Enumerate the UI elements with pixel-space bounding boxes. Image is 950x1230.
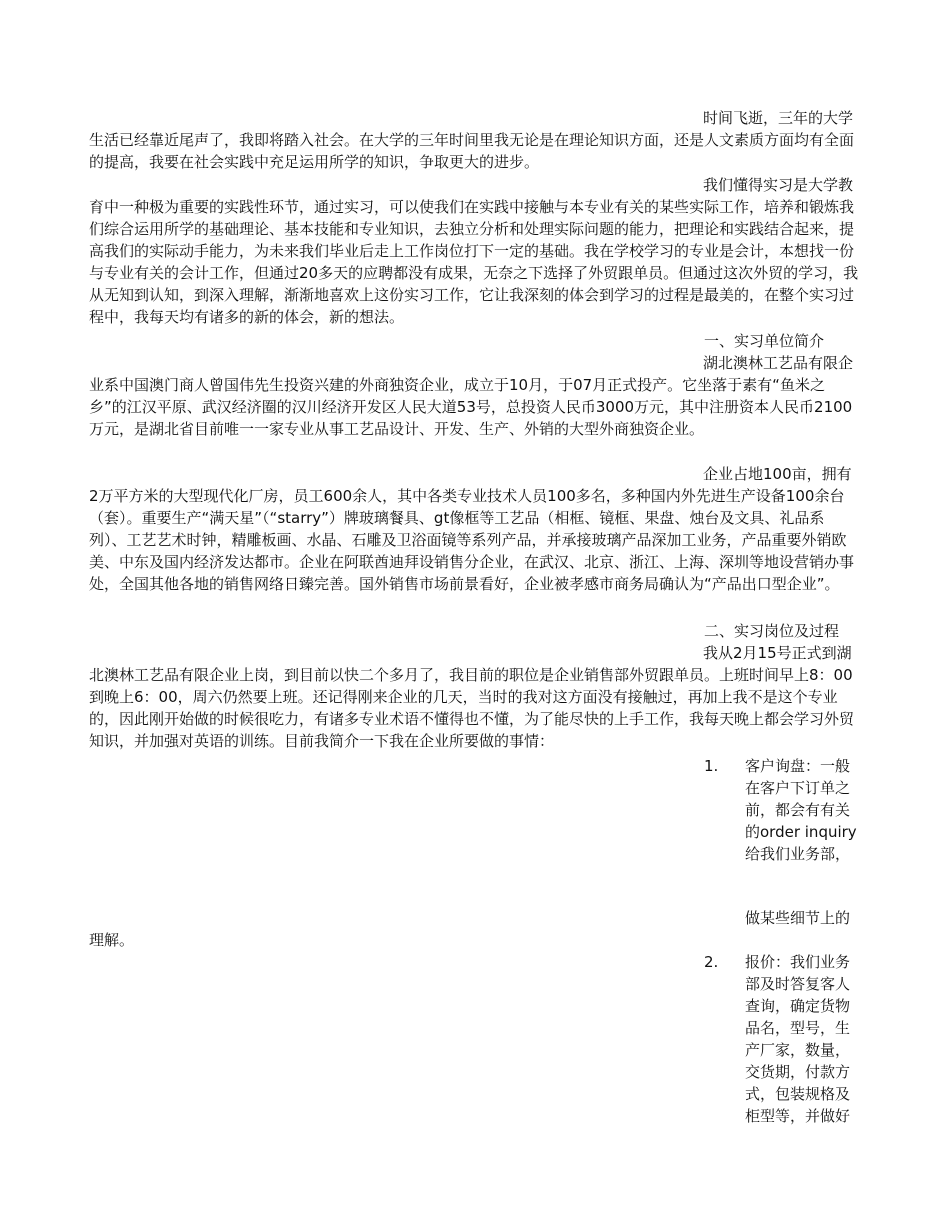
paragraph-position-details: 我从2月15号正式到湖北澳林工艺品有限企业上岗，到目前以快二个多月了，我目前的职位是企业销售部外贸跟单员。上班时间早上8：00到晚上6：00，周六仍然要上班。还记得刚来企业的几天，当时的我对这方面没有接触过，再加上我不是这个专业的，因此刚开始做的时候很吃力，有诸多专业术语不懂得也不懂，为了能尽快的上手工作，我每天晚上都会学习外贸知识，并加强对英语的训练。目前我简介一下我在企业所要做的事情：: [89, 644, 855, 750]
paragraph-company-facilities: 企业占地100亩，拥有2万平方米的大型现代化厂房，员工600余人，其中各类专业技术人员100多名，多种国内外先进生产设备100余台（套）。重要生产“满天星”（“starry”）牌玻璃餐具、gt像框等工艺品（相框、镜框、果盘、烛台及文具、礼品系列）、工艺艺术时钟，精雕板画、水晶、石雕及卫浴面镜等系列产品，并承接玻璃产品深加工业务，产品重要外销欧美、中东及国内经济发达都市。企业在阿联酋迪拜设销售分企业，在武汉、北京、浙江、上海、深圳等地设营销办事处，全国其他各地的销售网络日臻完善。国外销售市场前景看好，企业被孝感市商务局确认为“产品出口型企业”。: [89, 465, 855, 593]
heading-company-intro: 一、实习单位简介: [704, 332, 825, 350]
heading-position-process: 二、实习岗位及过程: [704, 622, 840, 640]
list-number: 2.: [704, 953, 719, 971]
paragraph-internship-purpose: 我们懂得实习是大学教育中一种极为重要的实践性环节，通过实习，可以使我们在实践中接触与本专业有关的某些实际工作，培养和锻炼我们综合运用所学的基础理论、基本技能和专业知识，去独立分析和处理实际问题的能力，把理论和实践结合起来，提高我们的实际动手能力，为未来我们毕业后走上工作岗位打下一定的基础。我在学校学习的专业是会计，本想找一份与专业有关的会计工作，但通过20多天的应聘都没有成果，无奈之下选择了外贸跟单员。但通过这次外贸的学习，我从无知到认知，到深入理解，渐渐地喜欢上这份实习工作，它让我深刻的体会到学习的过程是最美的，在整个实习过程中，我每天均有诸多的新的体会，新的想法。: [89, 176, 859, 326]
list-text: 客户询盘：一般在客户下订单之前，都会有有关的order inquiry给我们业务部，: [745, 757, 857, 863]
paragraph-intro: 时间飞逝，三年的大学生活已经靠近尾声了，我即将踏入社会。在大学的三年时间里我无论是在理论知识方面，还是人文素质方面均有全面的提高，我要在社会实践中充足运用所学的知识，争取更大的进步。: [89, 109, 855, 171]
list-item-continuation: 做某些细节上的: [745, 909, 851, 927]
list-text: 报价：我们业务部及时答复客人查询，确定货物品名，型号，生产厂家，数量，交货期，付款方式，包装规格及柜型等，并做好: [745, 953, 851, 1125]
list-item-continuation-end: 理解。: [89, 931, 135, 949]
paragraph-company-profile: 湖北澳林工艺品有限企业系中国澳门商人曾国伟先生投资兴建的外商独资企业，成立于10月，于07月正式投产。它坐落于素有“鱼米之乡”的江汉平原、武汉经济圈的汉川经济开发区人民大道53号，总投资人民币3000万元，其中注册资本人民币2100万元，是湖北省目前唯一一家专业从事工艺品设计、开发、生产、外销的大型外商独资企业。: [89, 354, 854, 438]
list-number: 1.: [704, 757, 719, 775]
